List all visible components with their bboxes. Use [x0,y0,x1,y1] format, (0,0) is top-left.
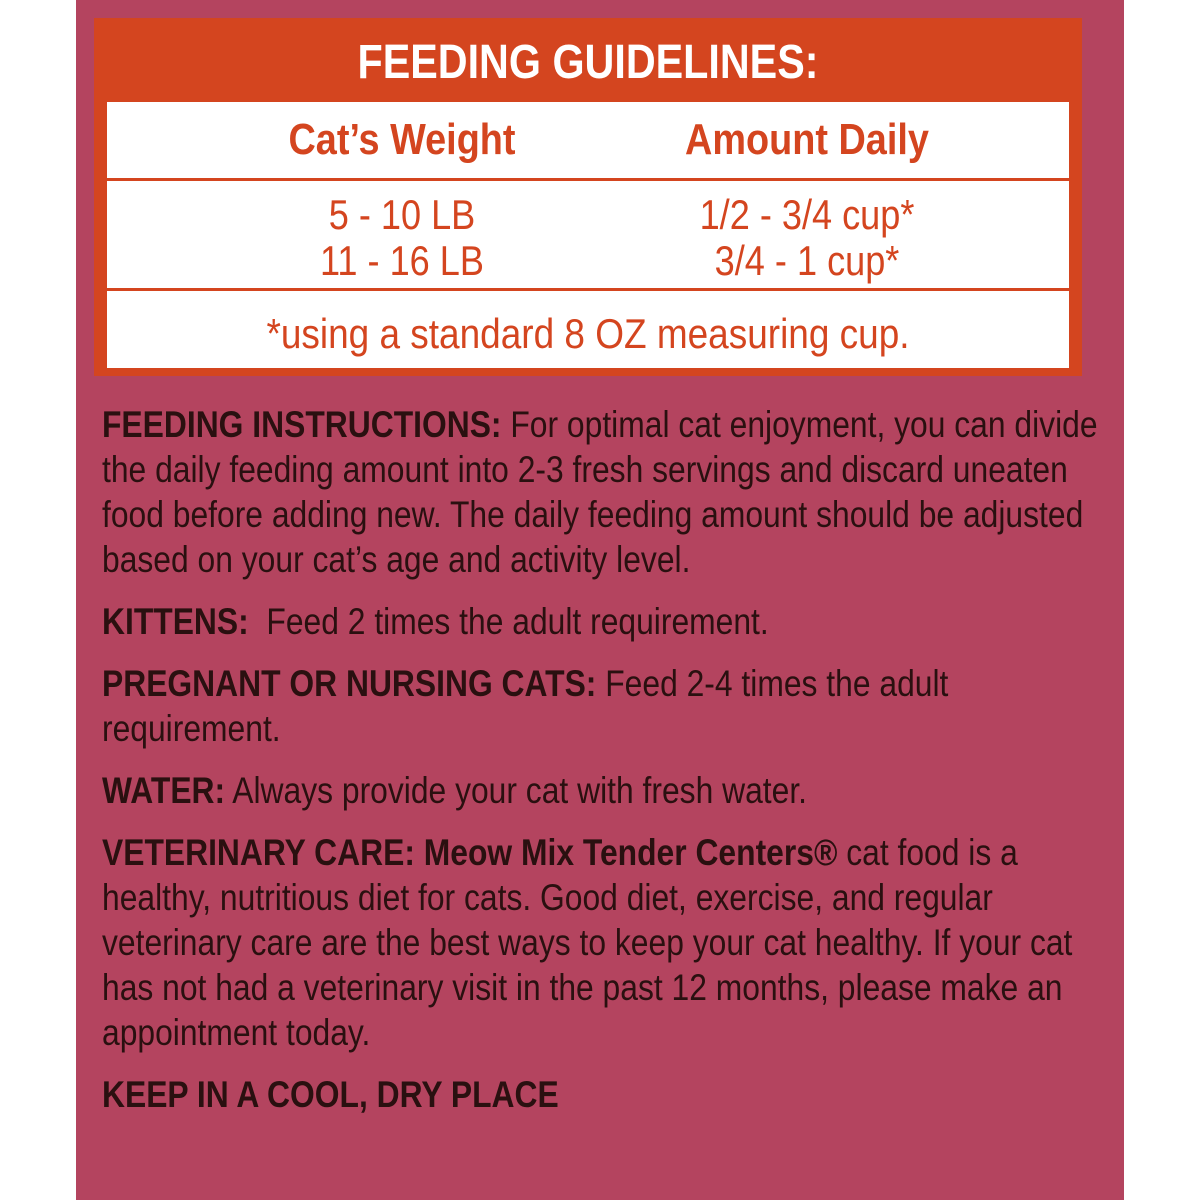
water-text: Always provide your cat with fresh water. [232,770,808,811]
veterinary-care [102,830,1100,1055]
table-row-1-amount: 1/2 - 3/4 cup* [699,191,915,238]
instructions-section [102,402,1100,1134]
table-divider [107,288,1069,291]
guidelines-table [107,102,1069,368]
pregnant-instructions [102,661,1100,751]
table-row-1-weight: 5 - 10 LB [328,191,476,238]
measuring-cup-footnote: *using a standard 8 OZ measuring cup. [266,310,910,357]
pregnant-label: PREGNANT OR NURSING CATS: [102,663,597,704]
feeding-instructions-label: FEEDING INSTRUCTIONS: [102,404,502,445]
guidelines-title: FEEDING GUIDELINES: [357,36,819,89]
water-instructions [102,768,1100,813]
feeding-instructions [102,402,1100,582]
veterinary-care-label: VETERINARY CARE: Meow Mix Tender Centers® [102,832,838,873]
feeding-guidelines-box [94,18,1082,376]
kittens-text: Feed 2 times the adult requirement. [266,601,769,642]
pregnant-text: Feed 2-4 times the adult requirement. [102,663,949,749]
feeding-instructions-text: For optimal cat enjoyment, you can divide the daily feeding amount into 2-3 fresh servings and discard uneaten food before adding new. The daily feeding amount should be adjusted based on your cat’s age and activity level. [102,404,1098,580]
water-label: WATER: [102,770,226,811]
amount-column-header: Amount Daily [685,115,929,164]
label-panel [76,0,1124,1200]
kittens-instructions [102,599,1100,644]
storage-instructions: KEEP IN A COOL, DRY PLACE [102,1074,559,1115]
kittens-label: KITTENS: [102,601,249,642]
table-row-2-weight: 11 - 16 LB [320,237,484,284]
weight-column-header: Cat’s Weight [288,115,516,164]
veterinary-care-text: cat food is a healthy, nutritious diet for cats. Good diet, exercise, and regular veterinary care are the best ways to keep your cat healthy. If your cat has not had a veterinary visit in the past 12 months, please make an appointment today. [102,832,1073,1053]
table-row-2-amount: 3/4 - 1 cup* [714,237,900,284]
table-divider [107,178,1069,181]
